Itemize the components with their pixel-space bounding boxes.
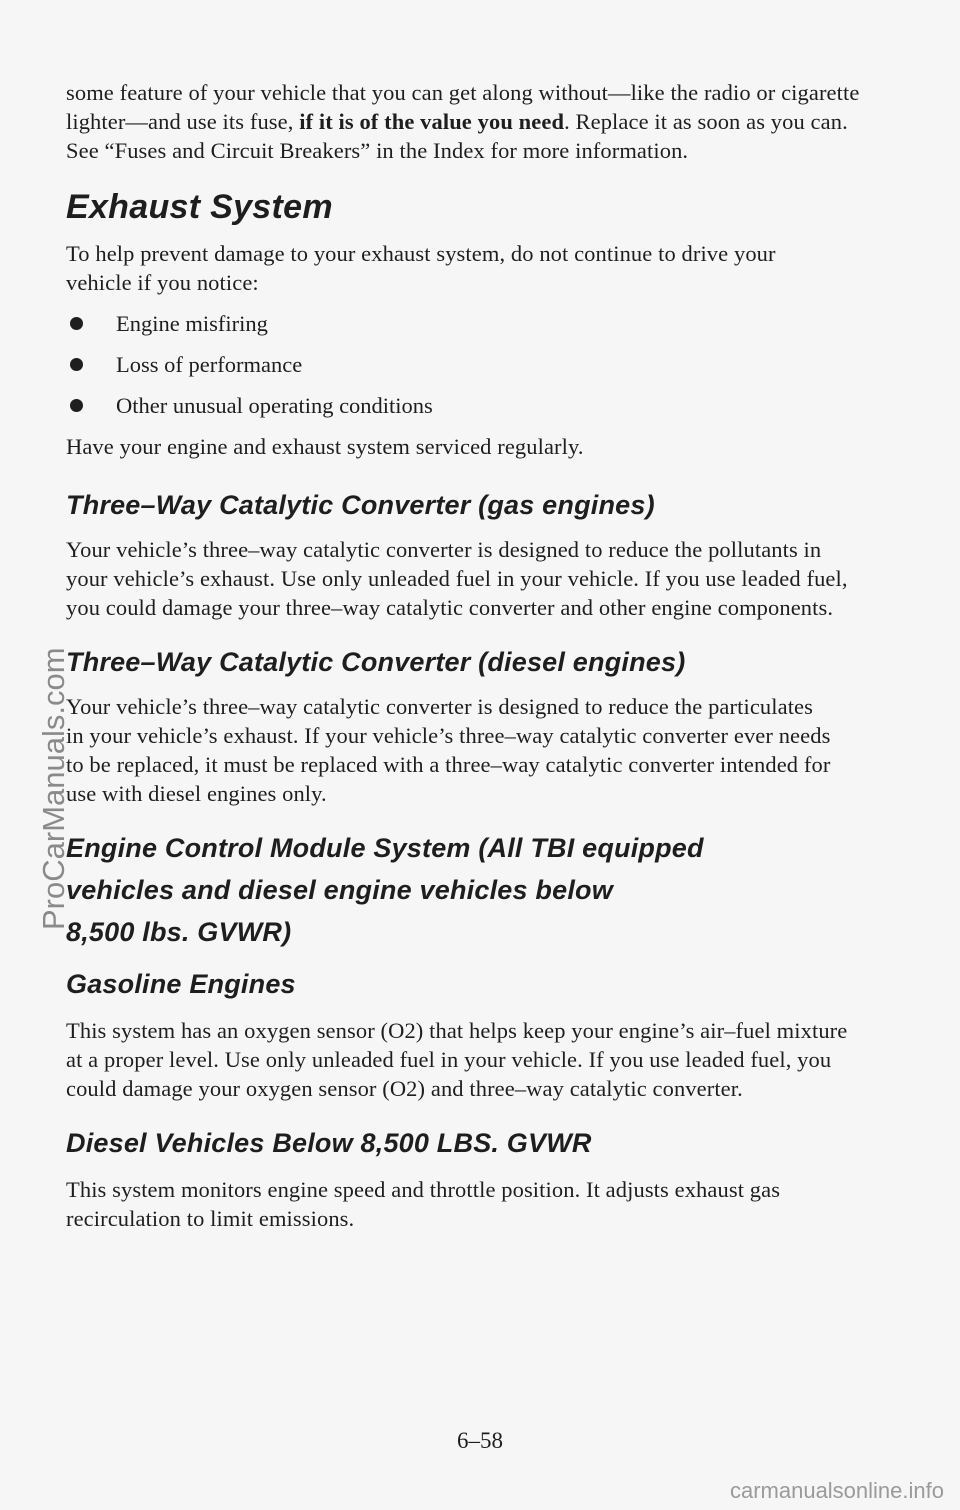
ecm-heading-line-2: vehicles and diesel engine vehicles below — [66, 875, 613, 905]
page-content — [66, 78, 886, 1233]
intro-text-before: some feature of your vehicle that you can get along without—like the radio or cigarette lighter—and use its fuse, — [66, 80, 860, 134]
page-number: 6–58 — [457, 1428, 503, 1453]
list-item: Loss of performance — [66, 350, 886, 379]
ecm-heading-line-1: Engine Control Module System (All TBI equipped — [66, 833, 704, 863]
list-item: Other unusual operating conditions — [66, 391, 886, 420]
intro-bold: if it is of the value you need — [299, 109, 565, 134]
bullet-icon — [70, 317, 83, 330]
bullet-icon — [70, 358, 83, 371]
intro-text-after: . Replace it as soon as you can. See “Fuses and Circuit Breakers” in the Index for more information. — [66, 109, 848, 163]
bullet-icon — [70, 399, 83, 412]
footer-watermark: carmanualsonline.info — [729, 1478, 944, 1503]
exhaust-closing: Have your engine and exhaust system serviced regularly. — [66, 434, 584, 459]
gasoline-paragraph: This system has an oxygen sensor (O2) that helps keep your engine’s air–fuel mixture at a proper level. Use only unleaded fuel in your vehicle. If you use leaded fuel, you could damage your oxygen sensor (O2) and three–way catalytic converter. — [66, 1018, 848, 1101]
diesel-converter-heading: Three–Way Catalytic Converter (diesel engines) — [66, 647, 686, 677]
exhaust-bullet-list — [66, 309, 886, 420]
diesel-heading: Diesel Vehicles Below 8,500 LBS. GVWR — [66, 1128, 592, 1158]
diesel-paragraph: This system monitors engine speed and throttle position. It adjusts exhaust gas recirculation to limit emissions. — [66, 1177, 781, 1231]
side-watermark: ProCarManuals.com — [36, 647, 71, 930]
diesel-converter-paragraph: Your vehicle’s three–way catalytic converter is designed to reduce the particulates in your vehicle’s exhaust. If your vehicle’s three–way catalytic converter ever needs to be replaced, it must be replaced with a three–way catalytic converter intended for use with diesel engines only. — [66, 694, 831, 806]
exhaust-paragraph: To help prevent damage to your exhaust system, do not continue to drive your vehicle if you notice: — [66, 241, 776, 295]
exhaust-heading: Exhaust System — [66, 188, 333, 226]
gas-converter-paragraph: Your vehicle’s three–way catalytic converter is designed to reduce the pollutants in your vehicle’s exhaust. Use only unleaded fuel in your vehicle. If you use leaded fuel, you could damage your three–way catalytic converter and other engine components. — [66, 537, 848, 620]
gasoline-heading: Gasoline Engines — [66, 969, 296, 999]
gas-converter-heading: Three–Way Catalytic Converter (gas engines) — [66, 490, 655, 520]
list-item: Engine misfiring — [66, 309, 886, 338]
intro-paragraph — [66, 78, 866, 165]
ecm-heading-line-3: 8,500 lbs. GVWR) — [66, 917, 292, 947]
ecm-heading — [66, 828, 886, 952]
